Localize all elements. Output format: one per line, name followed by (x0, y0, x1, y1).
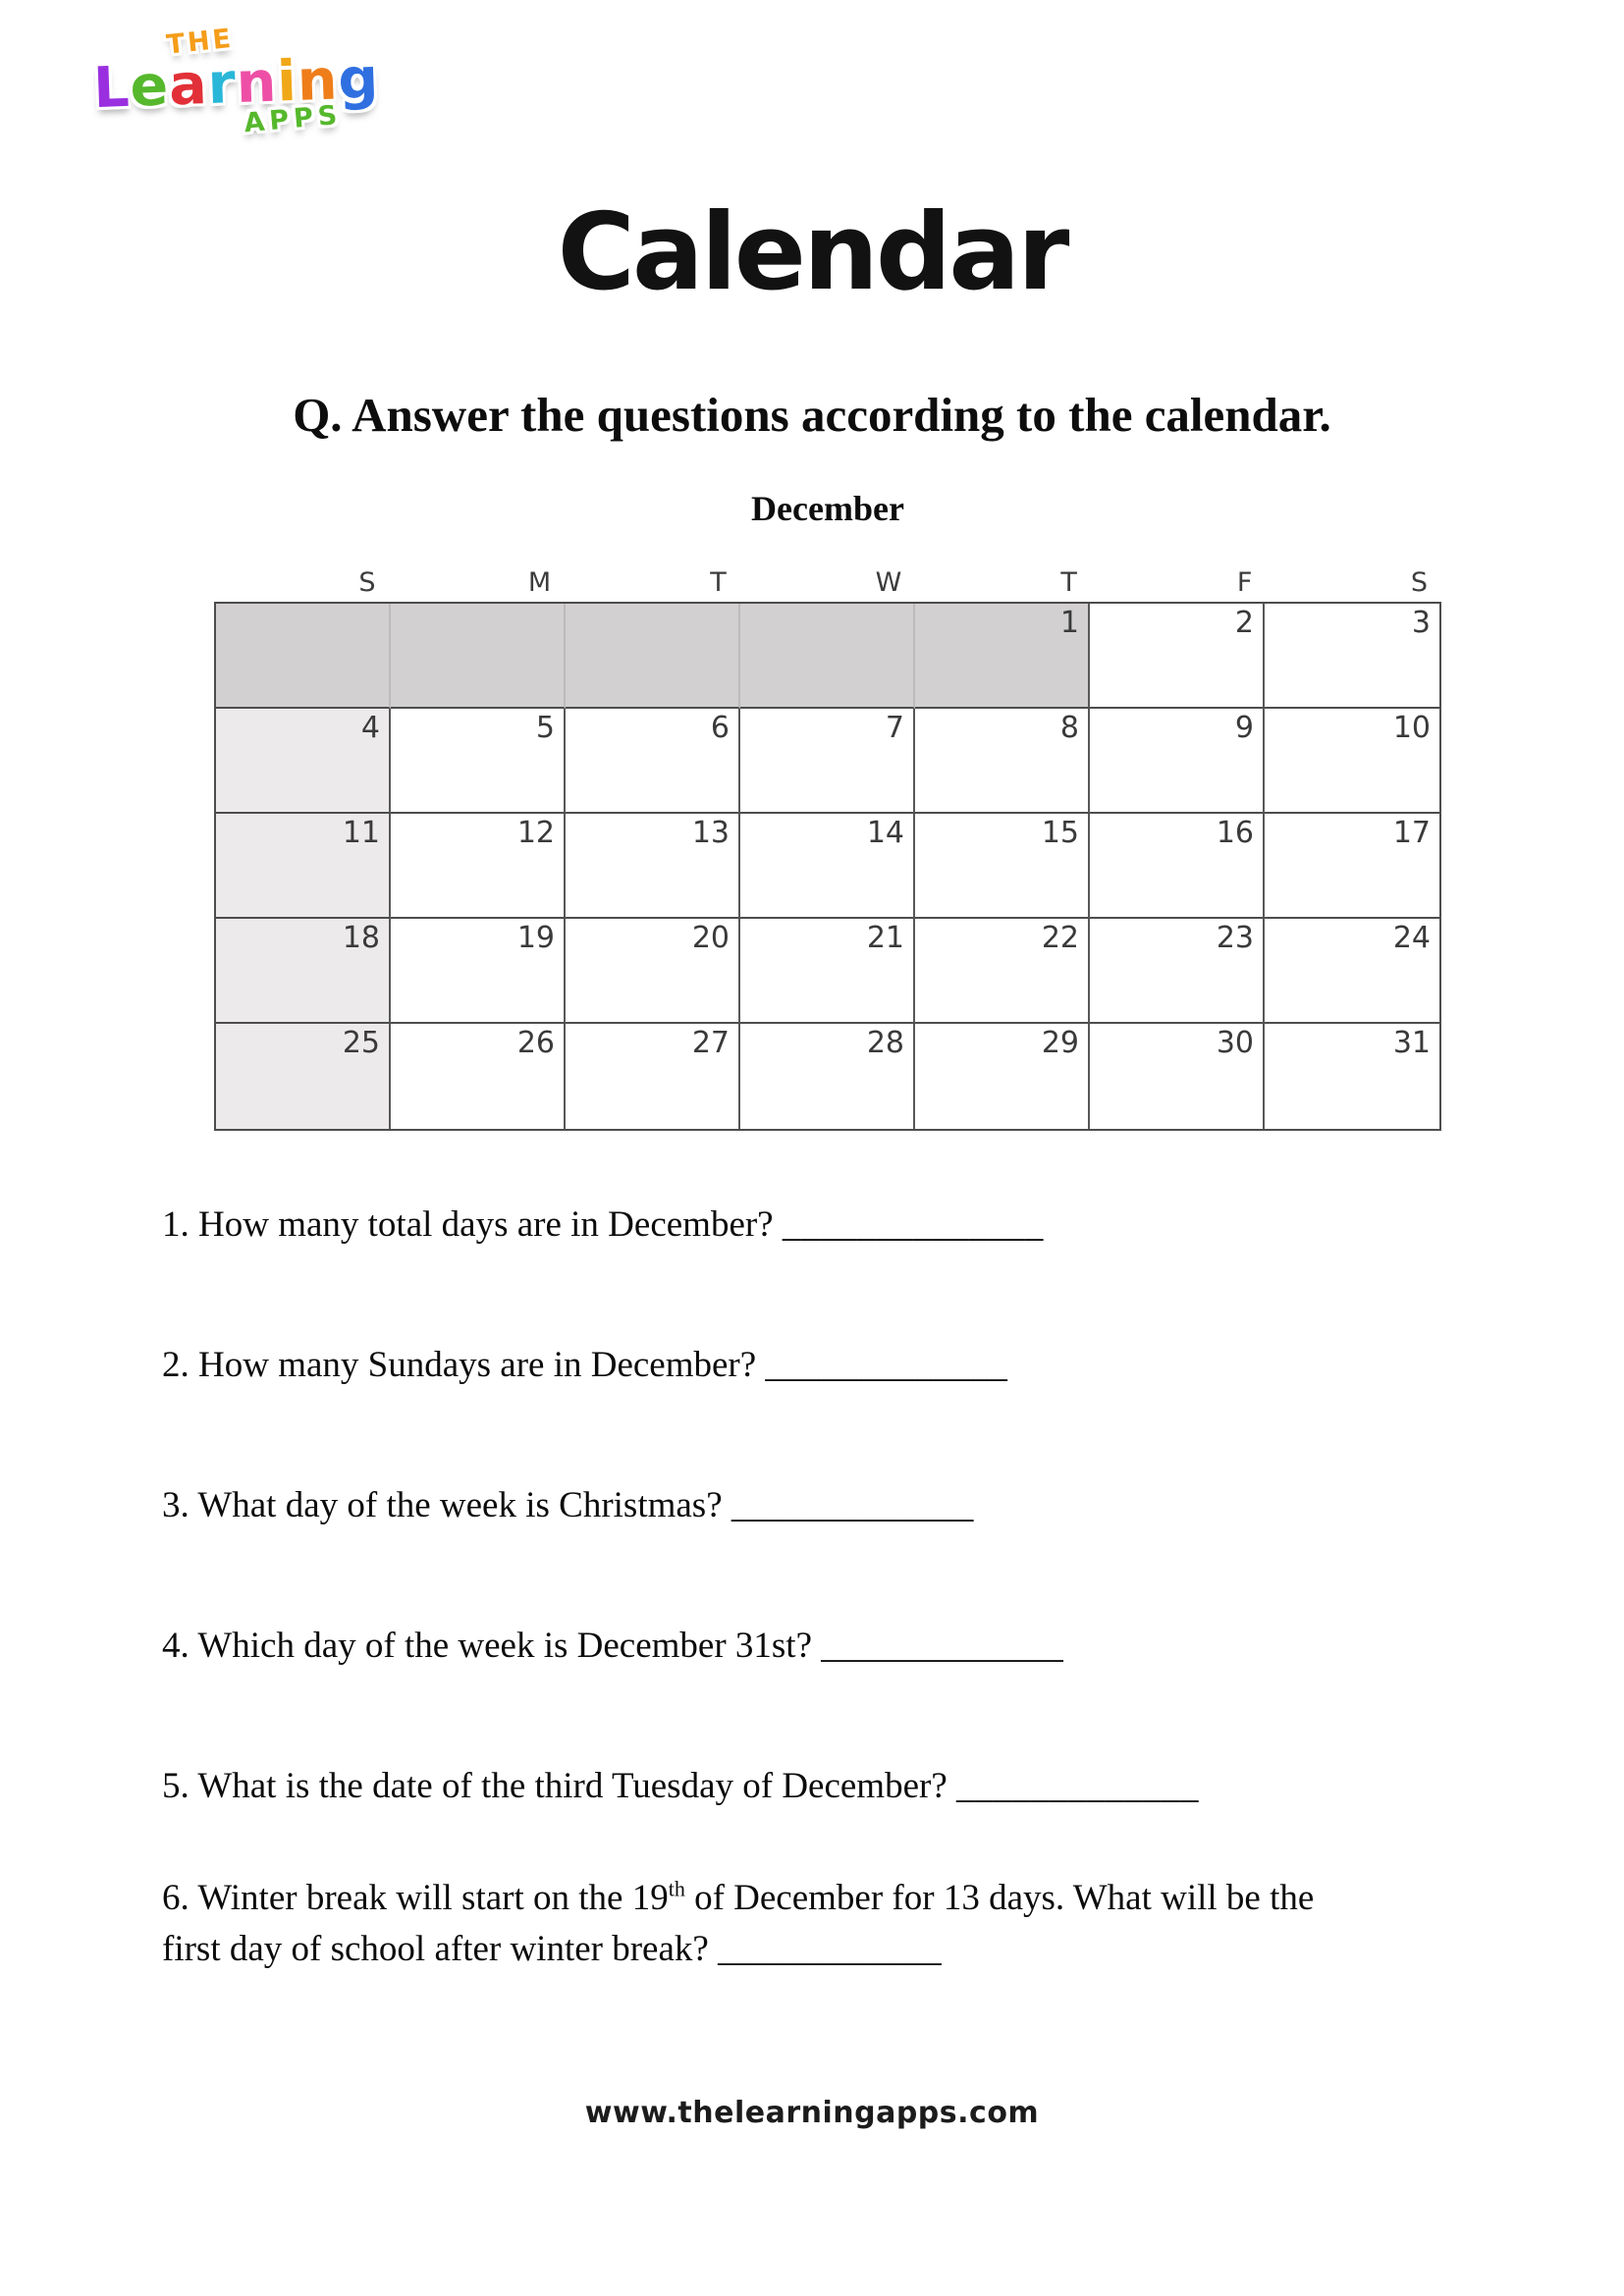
calendar-day-number: 27 (691, 1026, 730, 1060)
calendar-cell (915, 1024, 1090, 1129)
questions-list (162, 1200, 1497, 1975)
calendar-day-number: 25 (342, 1026, 380, 1060)
answer-blank: _____________ (765, 1345, 1008, 1385)
calendar-cell (1090, 814, 1265, 919)
logo-letter: n (296, 47, 340, 114)
calendar-cell (216, 814, 391, 919)
logo-the-text: THE (165, 23, 236, 61)
calendar-cell (915, 814, 1090, 919)
question-text: 5. What is the date of the third Tuesday of December? (162, 1766, 956, 1806)
calendar-day-number: 26 (516, 1026, 555, 1060)
day-headers-row (214, 568, 1441, 598)
calendar-day-number: 16 (1216, 816, 1254, 850)
calendar-cell (566, 1024, 740, 1129)
calendar-cell (1265, 919, 1439, 1024)
calendar-cell (391, 604, 566, 709)
question-5 (162, 1761, 1497, 1812)
day-header: F (1236, 567, 1253, 598)
page-title: Calendar (557, 191, 1067, 314)
logo-letter: r (206, 51, 238, 117)
question-text: 3. What day of the week is Christmas? (162, 1485, 731, 1525)
question-6 (162, 1873, 1497, 1975)
learning-apps-logo (91, 23, 381, 139)
logo-letter: a (167, 52, 209, 119)
calendar-cell (915, 919, 1090, 1024)
question-text: 1. How many total days are in December? (162, 1204, 783, 1245)
calendar-day-number (740, 604, 913, 606)
logo-letter: g (337, 45, 381, 113)
calendar-cell (1090, 604, 1265, 709)
answer-blank: _____________ (731, 1485, 974, 1525)
calendar-cell (391, 814, 566, 919)
footer-url: www.thelearningapps.com (584, 2096, 1040, 2130)
calendar-cell (740, 1024, 915, 1129)
question-1 (162, 1200, 1497, 1251)
calendar-cell (1265, 1024, 1439, 1129)
calendar-day-number: 21 (866, 921, 904, 955)
calendar-day-number: 17 (1392, 816, 1431, 850)
logo-letter: e (129, 53, 171, 120)
calendar-day-number: 30 (1216, 1026, 1254, 1060)
question-text: of December for 13 days. What will be the (684, 1878, 1315, 1918)
calendar-day-number: 8 (1059, 711, 1079, 745)
question-4 (162, 1621, 1497, 1672)
calendar-day-number: 3 (1411, 606, 1431, 640)
calendar-cell (216, 604, 391, 709)
question-text: 2. How many Sundays are in December? (162, 1345, 766, 1385)
day-header: W (875, 567, 902, 598)
calendar-cell (740, 604, 915, 709)
calendar-cell (566, 814, 740, 919)
calendar-day-number (566, 604, 738, 606)
day-header: M (527, 567, 552, 598)
calendar-day-number: 6 (710, 711, 730, 745)
calendar-cell (566, 604, 740, 709)
logo-letter: n (235, 49, 279, 116)
calendar-day-number: 31 (1392, 1026, 1431, 1060)
calendar-month-title: December (751, 489, 904, 528)
question-text: first day of school after winter break? (162, 1929, 719, 1969)
calendar-cell (566, 709, 740, 814)
calendar-day-number: 4 (360, 711, 380, 745)
calendar-cell (740, 814, 915, 919)
calendar-cell (391, 1024, 566, 1129)
answer-blank: _____________ (956, 1766, 1199, 1806)
calendar-cell (1090, 709, 1265, 814)
calendar-day-number: 2 (1234, 606, 1254, 640)
calendar-day-number: 20 (691, 921, 730, 955)
calendar-cell (566, 919, 740, 1024)
calendar-day-number: 13 (691, 816, 730, 850)
calendar-day-number: 1 (1059, 606, 1079, 640)
question-3 (162, 1480, 1497, 1531)
calendar-cell (216, 919, 391, 1024)
calendar-cell (740, 919, 915, 1024)
day-header: T (710, 567, 727, 598)
question-2 (162, 1340, 1497, 1391)
calendar-day-number: 12 (516, 816, 555, 850)
calendar-day-number: 19 (516, 921, 555, 955)
logo-letter: L (92, 54, 132, 122)
question-text: 4. Which day of the week is December 31st? (162, 1626, 822, 1666)
calendar-cell (1265, 709, 1439, 814)
ordinal-suffix: th (668, 1876, 685, 1901)
calendar-cell (391, 919, 566, 1024)
calendar-day-number: 22 (1041, 921, 1079, 955)
question-prompt: Q. Answer the questions according to the calendar. (293, 388, 1331, 442)
calendar-day-number: 29 (1041, 1026, 1079, 1060)
calendar-cell (216, 1024, 391, 1129)
calendar-day-number: 7 (885, 711, 904, 745)
answer-blank: ____________ (718, 1929, 943, 1969)
calendar-day-number: 23 (1216, 921, 1254, 955)
day-header: T (1060, 567, 1077, 598)
logo-apps-text: APPS (243, 99, 344, 139)
calendar-day-number: 9 (1234, 711, 1254, 745)
calendar-cell (1265, 814, 1439, 919)
day-header: S (1410, 567, 1428, 598)
calendar-day-number: 10 (1392, 711, 1431, 745)
calendar-day-number (391, 604, 564, 606)
calendar-cell (915, 604, 1090, 709)
answer-blank: ______________ (782, 1204, 1044, 1245)
calendar-day-number: 28 (866, 1026, 904, 1060)
calendar-day-number: 15 (1041, 816, 1079, 850)
logo-letter: i (276, 48, 298, 115)
calendar-cell (216, 709, 391, 814)
question-text: 6. Winter break will start on the 19 (162, 1878, 669, 1918)
calendar-cell (1265, 604, 1439, 709)
calendar-day-number: 5 (535, 711, 555, 745)
calendar-grid (214, 602, 1441, 1131)
calendar-day-number: 24 (1392, 921, 1431, 955)
december-calendar (214, 487, 1441, 1131)
answer-blank: _____________ (821, 1626, 1064, 1666)
day-header: S (358, 567, 376, 598)
calendar-day-number: 11 (342, 816, 380, 850)
calendar-cell (1090, 1024, 1265, 1129)
calendar-day-number (216, 604, 389, 606)
calendar-cell (915, 709, 1090, 814)
calendar-cell (740, 709, 915, 814)
calendar-day-number: 14 (866, 816, 904, 850)
calendar-day-number: 18 (342, 921, 380, 955)
calendar-cell (1090, 919, 1265, 1024)
calendar-cell (391, 709, 566, 814)
